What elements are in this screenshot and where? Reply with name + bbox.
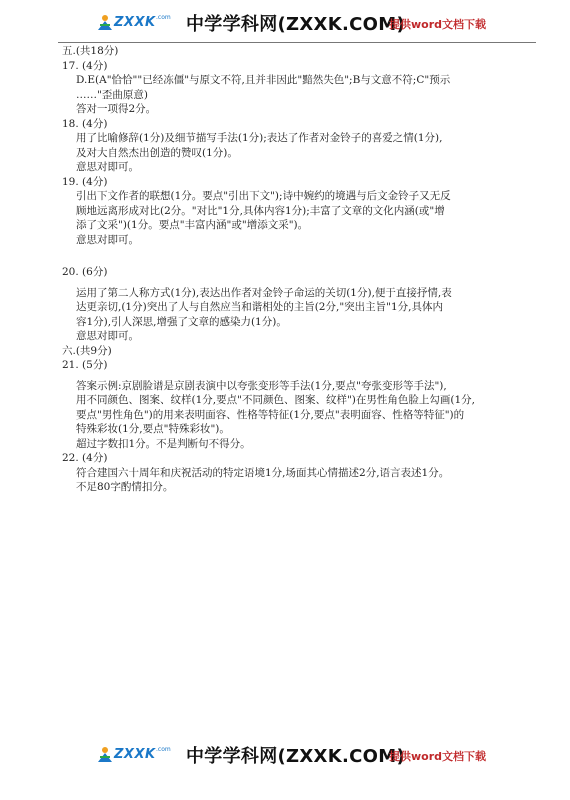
logo-figure-icon	[96, 14, 114, 32]
logo-tld: .com	[156, 14, 171, 21]
logo-tld: .com	[156, 746, 171, 753]
download-link[interactable]: 提供word文档下载	[389, 18, 487, 31]
logo-text: ZXXK	[114, 15, 156, 30]
answer-text-line: 用不同颜色、图案、纹样(1分,要点"不同颜色、图案、纹样")在男性角色脸上勾画(1分,	[76, 394, 475, 406]
spacer	[62, 247, 530, 265]
answer-text-line: 意思对即可。	[76, 233, 139, 246]
question-19-number: 19. (4分)	[62, 175, 108, 188]
answer-text-line: 超过字数扣1分。不是判断句不得分。	[76, 437, 251, 450]
answer-text-line: 要点"男性角色")的用来表明面容、性格等特征(1分,要点"表明面容、性格等特征")的	[76, 408, 465, 421]
answer-text-line: D.E(A"恰恰""已经冻僵"与原文不符,且并非因此"黯然失色";B与文意不符;C"预示	[76, 74, 451, 86]
logo-figure-icon	[96, 746, 114, 764]
answer-text-line: 不足80字酌情扣分。	[76, 481, 174, 493]
answer-text-line: 添了文采")(1分。要点"丰富内涵"或"增添文采")。	[76, 219, 309, 231]
site-title: 中学学科网(ZXXK.COM)	[186, 14, 405, 35]
question-17-number: 17. (4分)	[62, 59, 108, 72]
answer-text-line: 达更亲切,(1分)突出了人与自然应当和谐相处的主旨(2分,"突出主旨"1分,具体内	[76, 301, 444, 313]
footer-banner	[0, 740, 570, 772]
question-22-number: 22. (4分)	[62, 452, 108, 464]
logo-text: ZXXK	[114, 747, 156, 762]
answer-text-line: 意思对即可。	[76, 161, 139, 173]
site-logo[interactable]	[96, 744, 174, 768]
answer-text-line: 意思对即可。	[76, 330, 139, 342]
answer-text-line: 答对一项得2分。	[76, 103, 157, 115]
answer-text-line: 运用了第二人称方式(1分),表达出作者对金铃子命运的关切(1分),便于直接抒情,表	[76, 286, 452, 299]
section-six-heading: 六.(共9分)	[62, 344, 112, 357]
answer-text-line: 容1分),引人深思,增强了文章的感染力(1分)。	[76, 315, 287, 328]
answer-text-line: 符合建国六十周年和庆祝活动的特定语境1分,场面其心情描述2分,语言表述1分。	[76, 466, 450, 479]
download-link[interactable]: 提供word文档下载	[389, 750, 487, 763]
header-divider	[58, 42, 536, 43]
answer-text-line: 及对大自然杰出创造的赞叹(1分)。	[76, 146, 238, 159]
question-18-number: 18. (4分)	[62, 117, 108, 130]
answer-key	[62, 44, 530, 495]
answer-text-line: 引出下文作者的联想(1分。要点"引出下文");诗中婉约的境遇与后文金铃子又无反	[76, 190, 451, 202]
answer-text-line: ……"歪曲原意)	[76, 88, 148, 101]
answer-text-line: 用了比喻修辞(1分)及细节描写手法(1分);表达了作者对金铃子的喜爱之情(1分),	[76, 132, 443, 144]
answer-text-line: 答案示例:京剧脸谱是京剧表演中以夸张变形等手法(1分,要点"夸张变形等手法"),	[76, 379, 447, 392]
question-20-number: 20. (6分)	[62, 266, 108, 278]
answer-text-line: 顾地远离形成对比(2分。"对比"1分,具体内容1分);丰富了文章的文化内涵(或"增	[76, 204, 445, 217]
question-21-number: 21. (5分)	[62, 359, 108, 371]
section-five-heading: 五.(共18分)	[62, 45, 119, 57]
site-logo[interactable]	[96, 12, 174, 36]
site-title: 中学学科网(ZXXK.COM)	[186, 746, 405, 767]
answer-text-line: 特殊彩妆(1分,要点"特殊彩妆")。	[76, 423, 230, 435]
header-banner	[0, 8, 570, 40]
